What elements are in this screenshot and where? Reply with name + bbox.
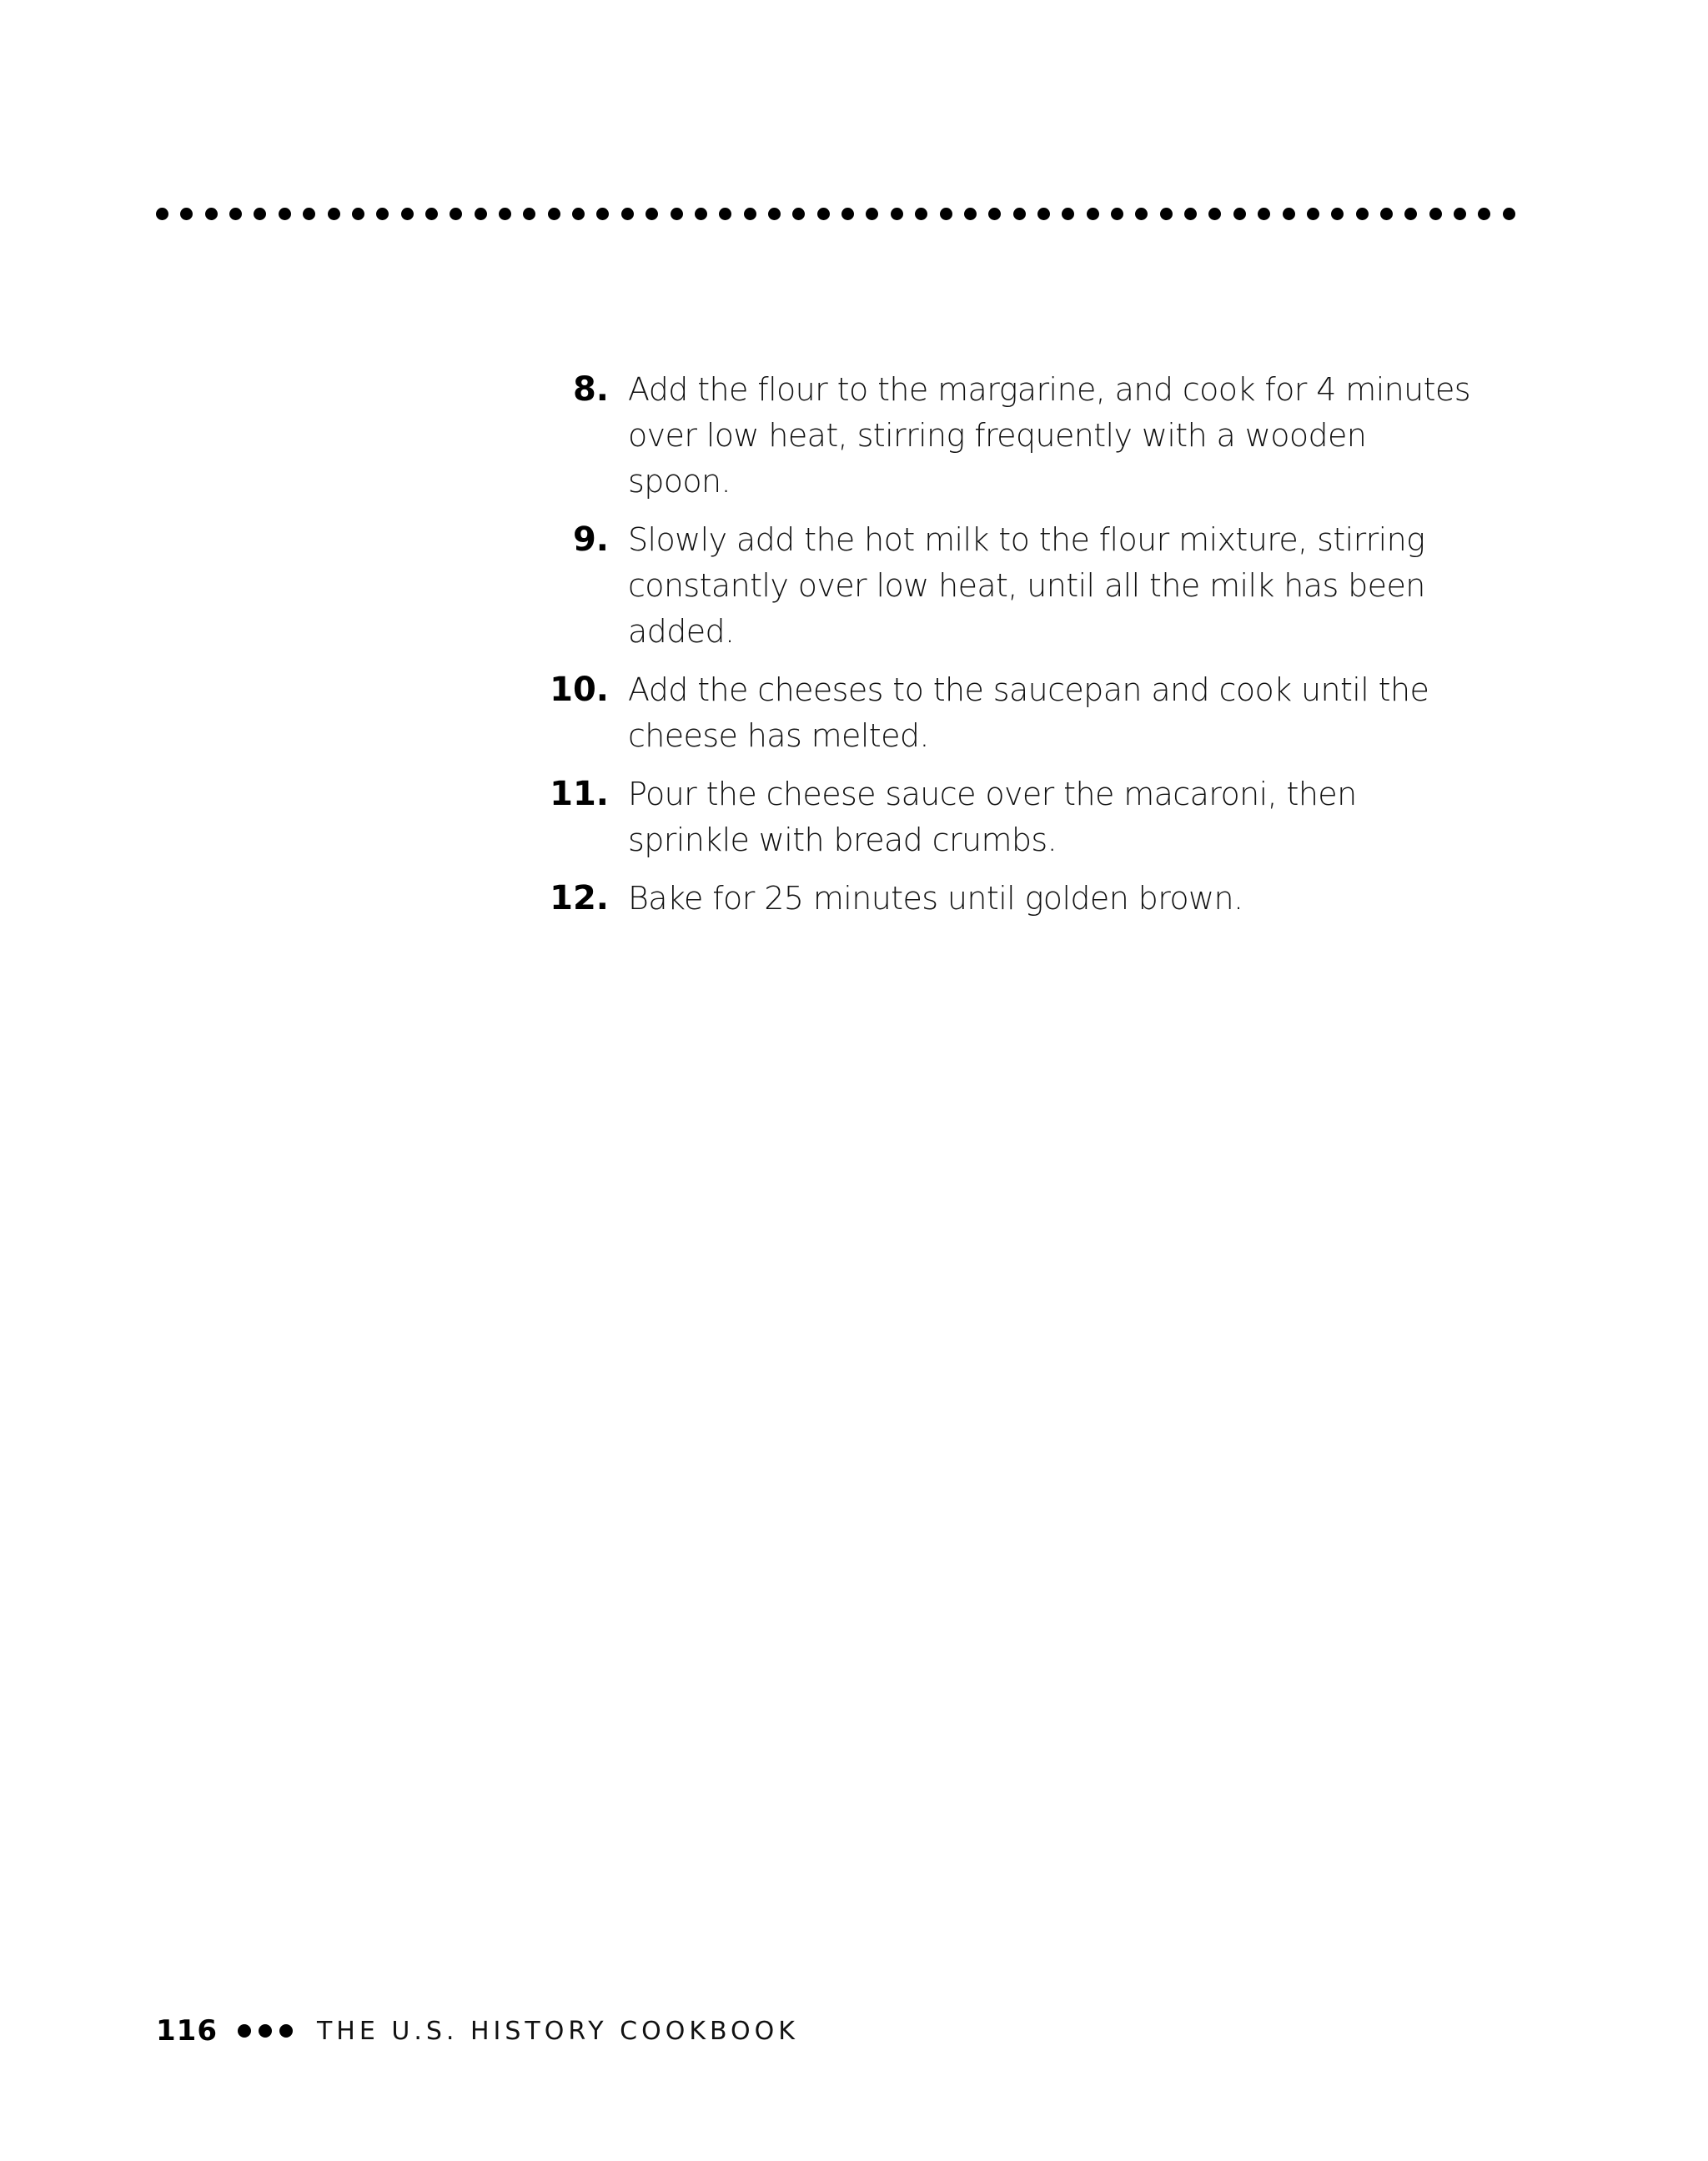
page-number: 116 [156, 2014, 218, 2048]
divider-dot-icon [1307, 208, 1319, 220]
divider-dot-icon [523, 208, 535, 220]
step-text: Slowly add the hot milk to the flour mixture, stirring constantly over low heat, until all the milk has been added. [628, 521, 1425, 650]
dotted-divider [156, 205, 1515, 222]
divider-dot-icon [205, 208, 218, 220]
divider-dot-icon [744, 208, 756, 220]
divider-dot-icon [450, 208, 462, 220]
step-text: Add the cheeses to the saucepan and cook until the cheese has melted. [628, 671, 1429, 754]
divider-dot-icon [303, 208, 315, 220]
divider-dot-icon [940, 208, 952, 220]
divider-dot-icon [1208, 208, 1221, 220]
divider-dot-icon [1111, 208, 1123, 220]
divider-dot-icon [254, 208, 266, 220]
divider-dot-icon [156, 208, 168, 220]
divider-dot-icon [695, 208, 707, 220]
divider-dot-icon [548, 208, 560, 220]
running-title: THE U.S. HISTORY COOKBOOK [316, 2016, 799, 2046]
divider-dot-icon [1013, 208, 1026, 220]
bullet-dot-icon [279, 2024, 293, 2038]
divider-dot-icon [1087, 208, 1099, 220]
divider-dot-icon [1429, 208, 1442, 220]
bullet-dot-icon [259, 2024, 272, 2038]
step-number: 11. [550, 775, 609, 813]
bullet-dot-icon [238, 2024, 251, 2038]
divider-dot-icon [841, 208, 854, 220]
recipe-steps [525, 367, 1476, 934]
divider-dot-icon [915, 208, 927, 220]
divider-dot-icon [1037, 208, 1050, 220]
divider-dot-icon [866, 208, 878, 220]
divider-dot-icon [1404, 208, 1417, 220]
divider-dot-icon [964, 208, 977, 220]
divider-dot-icon [792, 208, 805, 220]
recipe-step [525, 517, 1476, 655]
divider-dot-icon [671, 208, 683, 220]
divider-dot-icon [988, 208, 1001, 220]
footer-dots [238, 2024, 300, 2038]
divider-dot-icon [891, 208, 903, 220]
divider-dot-icon [180, 208, 193, 220]
divider-dot-icon [1454, 208, 1466, 220]
step-text: Bake for 25 minutes until golden brown. [628, 880, 1243, 917]
divider-dot-icon [352, 208, 364, 220]
recipe-step [525, 771, 1476, 863]
step-number: 9. [572, 520, 609, 559]
recipe-step [525, 667, 1476, 759]
divider-dot-icon [401, 208, 414, 220]
divider-dot-icon [1135, 208, 1148, 220]
divider-dot-icon [376, 208, 389, 220]
divider-dot-icon [1380, 208, 1393, 220]
divider-dot-icon [572, 208, 585, 220]
divider-dot-icon [1258, 208, 1270, 220]
recipe-step [525, 876, 1476, 922]
divider-dot-icon [596, 208, 609, 220]
divider-dot-icon [499, 208, 511, 220]
divider-dot-icon [328, 208, 340, 220]
divider-dot-icon [817, 208, 830, 220]
divider-dot-icon [475, 208, 487, 220]
divider-dot-icon [1184, 208, 1197, 220]
step-text: Add the flour to the margarine, and cook for 4 minutes over low heat, stirring frequently with a wooden spoon. [628, 371, 1470, 500]
page-footer [156, 2010, 799, 2052]
divider-dot-icon [719, 208, 731, 220]
divider-dot-icon [1331, 208, 1344, 220]
divider-dot-icon [279, 208, 291, 220]
divider-dot-icon [1062, 208, 1074, 220]
step-number: 10. [550, 671, 609, 709]
divider-dot-icon [768, 208, 781, 220]
divider-dot-icon [1160, 208, 1173, 220]
divider-dot-icon [1283, 208, 1295, 220]
divider-dot-icon [621, 208, 634, 220]
step-text: Pour the cheese sauce over the macaroni, then sprinkle with bread crumbs. [628, 776, 1357, 858]
step-number: 8. [572, 370, 609, 409]
divider-dot-icon [1478, 208, 1490, 220]
step-number: 12. [550, 879, 609, 917]
divider-dot-icon [425, 208, 438, 220]
recipe-step [525, 367, 1476, 505]
divider-dot-icon [229, 208, 242, 220]
divider-dot-icon [1233, 208, 1246, 220]
divider-dot-icon [1356, 208, 1369, 220]
divider-dot-icon [1503, 208, 1515, 220]
divider-dot-icon [646, 208, 658, 220]
